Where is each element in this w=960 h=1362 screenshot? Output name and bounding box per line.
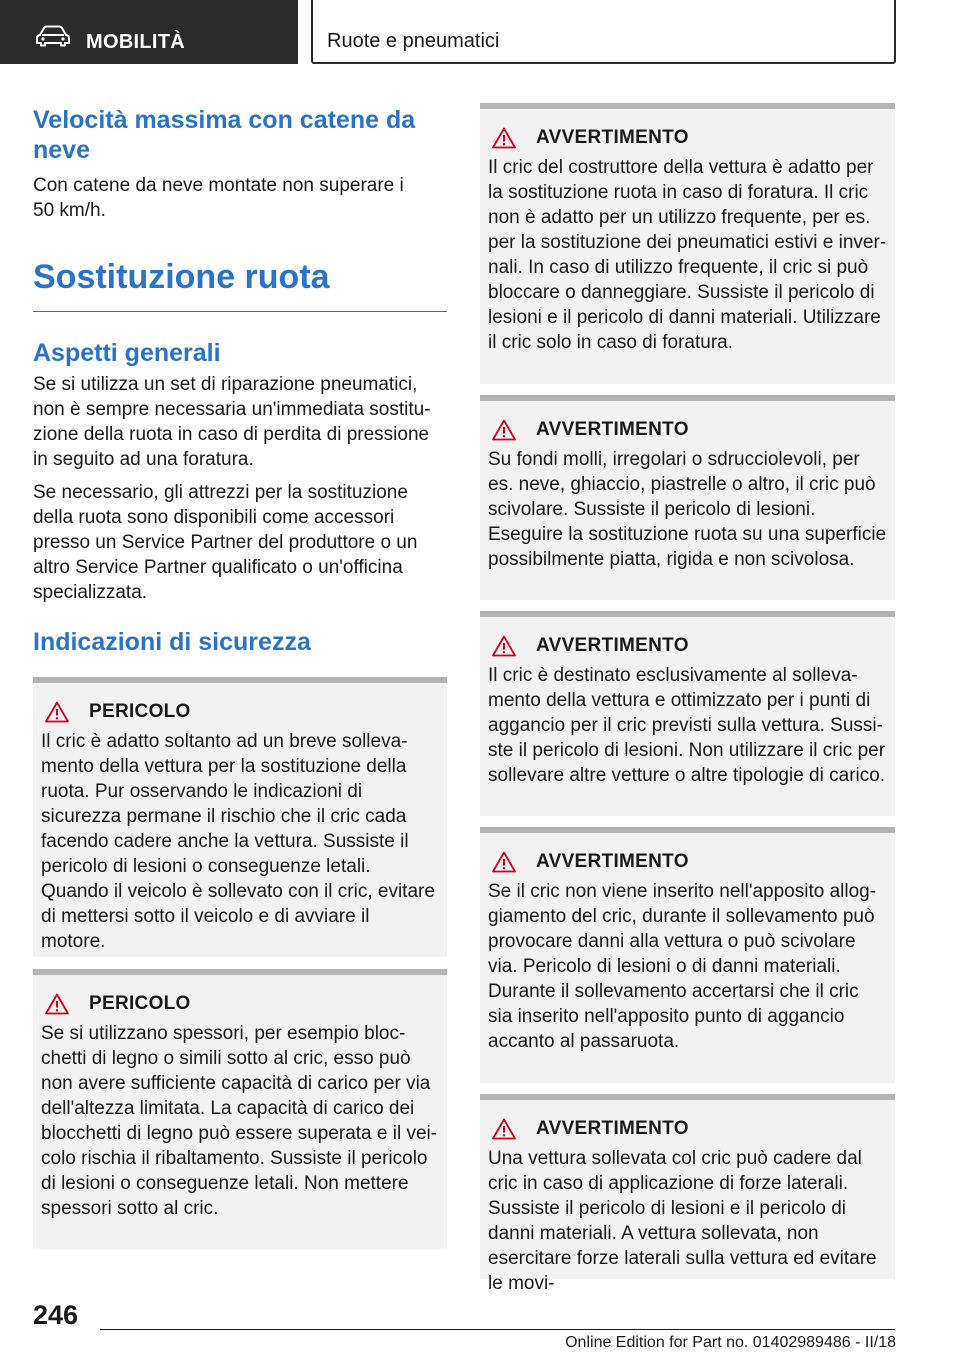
header-section-title: MOBILITÀ [86,31,186,53]
warning-box [480,1094,895,1294]
danger-box [33,969,447,1249]
warning-box [480,611,895,816]
car-icon [36,26,70,46]
general-heading: Aspetti generali [33,339,221,367]
snow-chains-text: Con catene da neve montate non superare i 50 km/h. [33,175,404,221]
safety-heading: Indicazioni di sicurezza [33,628,311,656]
page-number: 246 [33,1300,79,1330]
left-column [33,105,447,1249]
warning-box-header [488,419,887,441]
warning-box-header [488,635,887,657]
warning-triangle-icon [45,993,69,1015]
danger-title: PERICOLO [89,701,191,722]
warning-text: Una vettura sollevata col cric può cadere dal cric in caso di applicazione di forze laterali. Sussiste il pericolo di lesioni e il pericolo di danni materiali. A vettura sollevata, non esercitare forze laterali sulla vettura ed evitare le movi- [488,1148,877,1294]
footer-edition: Online Edition for Part no. 01402989486 - II/18 [565,1334,896,1351]
warning-box [480,395,895,600]
warning-title: AVVERTIMENTO [536,635,689,656]
warning-triangle-icon [492,851,516,873]
danger-box-header [41,701,439,723]
danger-title: PERICOLO [89,993,191,1014]
right-column [480,103,895,1294]
header-chapter-title: Ruote e pneumatici [327,30,500,52]
warning-triangle-icon [492,1118,516,1140]
warning-box [480,827,895,1083]
warning-text: Su fondi molli, irregolari o sdrucciolevoli, per es. neve, ghiaccio, piastrelle o altro, il cric può scivolare. Sussiste il pericolo di lesioni. Eseguire la sostituzione ruota su una superficie possibilmente piatta, rigida e non scivolosa. [488,449,887,570]
general-paragraph-2: Se necessario, gli attrezzi per la sostituzione della ruota sono disponibili come accessori presso un Service Partner del produttore o un altro Service Partner qualificato o un'officina specializzata. [33,482,418,603]
danger-box [33,677,447,957]
wheel-change-rule [33,311,447,312]
warning-box-header [488,127,887,149]
warning-triangle-icon [45,701,69,723]
warning-title: AVVERTIMENTO [536,419,689,440]
footer-rule [100,1329,895,1330]
warning-box-header [488,1118,887,1140]
danger-box-header [41,993,439,1015]
snow-chains-heading: Velocità massima con catene da neve [33,106,416,164]
warning-title: AVVERTIMENTO [536,851,689,872]
warning-triangle-icon [492,419,516,441]
general-paragraph-1: Se si utilizza un set di riparazione pneumatici, non è sempre necessaria un'immediata sostituzione della ruota in caso di perdita di pressione in seguito ad una foratura. [33,374,431,470]
header-chapter-box [311,0,896,64]
warning-text: Il cric del costruttore della vettura è adatto per la sostituzione ruota in caso di foratura. Il cric non è adatto per un utilizzo frequente, per es. per la sostituzione dei pneumatici estivi e invernali. In caso di utilizzo frequente, il cric si può bloccare o danneggiare. Sussiste il pericolo di lesioni e il pericolo di danni materiali. Utilizzare il cric solo in caso di foratura. [488,157,887,353]
warning-text: Il cric è destinato esclusivamente al sollevamento della vettura e ottimizzato per i punti di aggancio per il cric previsti sulla vettura. Sussiste il pericolo di lesioni. Non utilizzare il cric per sollevare altre vetture o altre tipologie di carico. [488,665,886,786]
danger-text: Se si utilizzano spessori, per esempio blocchetti di legno o simili sotto al cric, esso può non avere sufficiente capacità di carico per via dell'altezza limitata. La capacità di carico dei blocchetti di legno può essere superata e il veicolo rischia il ribaltamento. Sussiste il pericolo di lesioni o conseguenze letali. Non mettere spessori sotto al cric. [41,1023,438,1219]
wheel-change-heading: Sostituzione ruota [33,258,330,296]
header-section-tab [0,0,298,64]
warning-title: AVVERTIMENTO [536,1118,689,1139]
warning-triangle-icon [492,127,516,149]
warning-box [480,103,895,384]
danger-text: Il cric è adatto soltanto ad un breve sollevamento della vettura per la sostituzione della ruota. Pur osservando le indicazioni di sicurezza permane il rischio che il cric cada facendo cadere anche la vettura. Sussiste il pericolo di lesioni o conseguenze letali. Quando il veicolo è sollevato con il cric, evitare di mettersi sotto il veicolo e di avviare il motore. [41,731,435,952]
warning-text: Se il cric non viene inserito nell'apposito alloggiamento del cric, durante il sollevamento può provocare danni alla vettura o può scivolare via. Pericolo di lesioni o di danni materiali. Durante il sollevamento accertarsi che il cric sia inserito nell'apposito punto di aggancio accanto al passaruota. [488,881,877,1052]
warning-triangle-icon [492,635,516,657]
warning-title: AVVERTIMENTO [536,127,689,148]
warning-box-header [488,851,887,873]
